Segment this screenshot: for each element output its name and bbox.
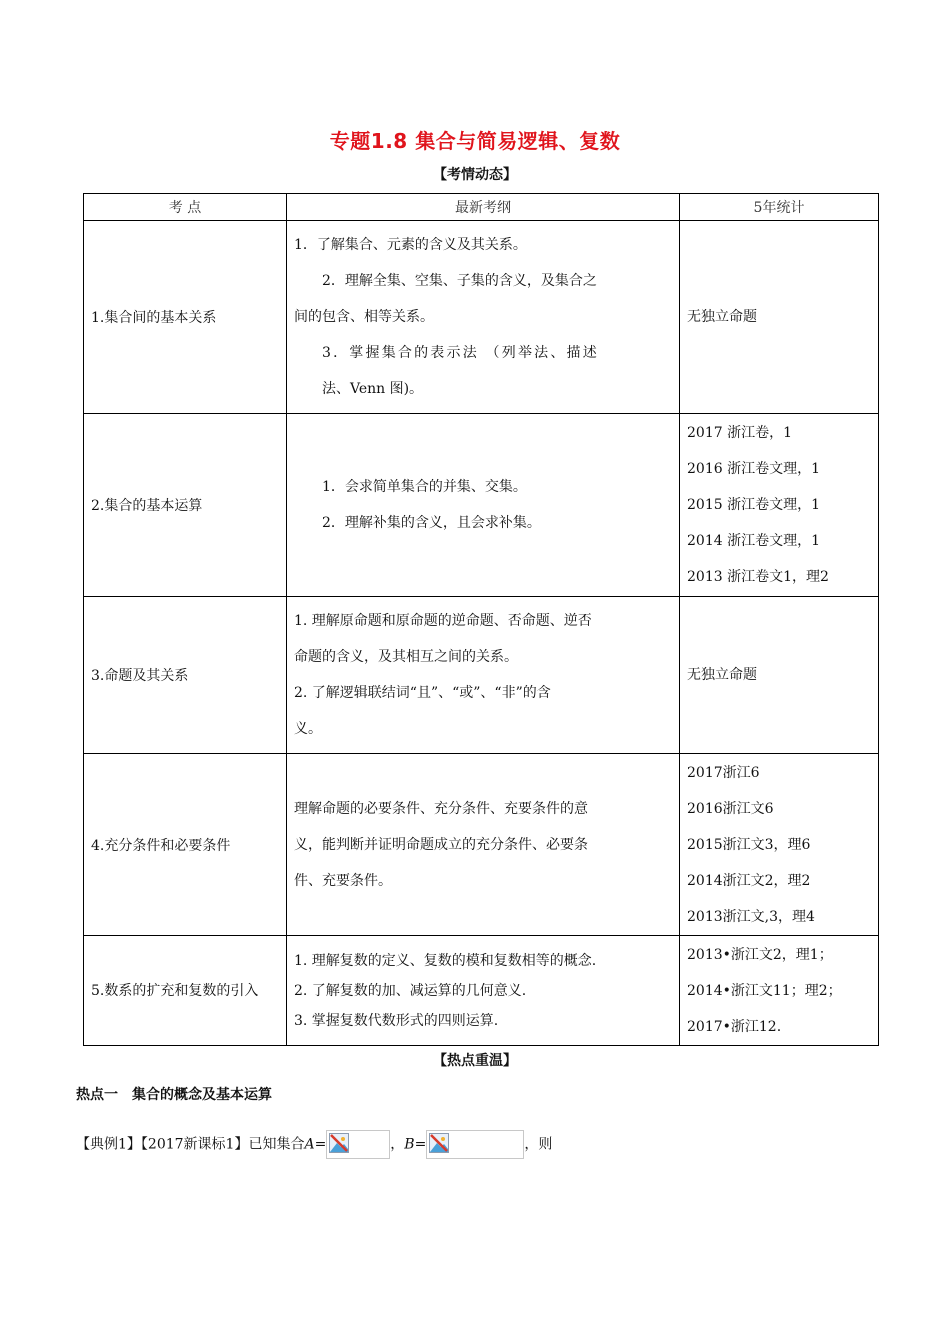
section-heading-hot: 【热点重温】 (433, 1053, 517, 1069)
broken-image-icon (326, 1130, 390, 1159)
requirement-line: 1．了解集合、元素的含义及其关系。 (294, 237, 527, 253)
requirement-cell (287, 597, 680, 754)
stats-line: 2017浙江6 (687, 764, 760, 781)
var-b: B= (404, 1136, 427, 1153)
requirement-line: 2. 了解复数的加、减运算的几何意义. (294, 982, 527, 999)
stats-cell (680, 754, 879, 936)
stats-line: 2013•浙江文2，理1； (687, 946, 833, 963)
stats-line: 无独立命题 (687, 309, 757, 325)
stats-line: 2016 浙江卷文理，1 (687, 461, 820, 477)
requirement-line: 2．理解全集、空集、子集的含义，及集合之 (322, 273, 597, 289)
hotspot-heading: 热点一 集合的概念及基本运算 (76, 1087, 272, 1103)
stats-line: 2013浙江文,3，理4 (687, 908, 815, 925)
requirement-line: 件、充要条件。 (294, 872, 392, 889)
stats-line: 2013 浙江卷文1，理2 (687, 569, 829, 585)
stats-cell (680, 597, 879, 754)
requirement-line: 3. 掌握复数代数形式的四则运算. (294, 1012, 499, 1029)
topic-cell: 3.命题及其关系 (84, 597, 287, 754)
requirement-line: 法、Venn 图)。 (322, 381, 424, 397)
stats-line: 2017•浙江12. (687, 1018, 782, 1035)
table-row (84, 221, 879, 414)
stats-line: 2015 浙江卷文理，1 (687, 497, 820, 513)
stats-line: 无独立命题 (687, 667, 757, 683)
requirement-line: 2．理解补集的含义，且会求补集。 (322, 515, 541, 531)
broken-image-icon (426, 1130, 524, 1159)
requirement-cell (287, 414, 680, 597)
stats-cell (680, 414, 879, 597)
requirement-line: 1. 理解原命题和原命题的逆命题、否命题、逆否 (294, 613, 592, 629)
topic-cell: 5.数系的扩充和复数的引入 (84, 936, 287, 1046)
table-row (84, 414, 879, 597)
header-requirements: 最新考纲 (287, 194, 680, 221)
requirement-line: 义。 (294, 721, 322, 737)
table-header-row (84, 194, 879, 221)
page-title: 专题1.8 集合与简易逻辑、复数 (329, 129, 621, 153)
table-row (84, 936, 879, 1046)
example-line (76, 1130, 552, 1159)
stats-line: 2016浙江文6 (687, 800, 774, 817)
requirement-line: 间的包含、相等关系。 (294, 309, 434, 325)
requirement-line: 2. 了解逻辑联结词“且”、“或”、“非”的含 (294, 685, 551, 701)
requirement-line: 1. 理解复数的定义、复数的模和复数相等的概念. (294, 952, 597, 969)
topic-cell: 1.集合间的基本关系 (84, 221, 287, 414)
topic-cell: 4.充分条件和必要条件 (84, 754, 287, 936)
requirement-line: 命题的含义，及其相互之间的关系。 (294, 649, 518, 665)
stats-line: 2014浙江文2，理2 (687, 872, 811, 889)
stats-line: 2017 浙江卷，1 (687, 425, 792, 441)
stats-line: 2014 浙江卷文理，1 (687, 533, 820, 549)
example-suffix: ，则 (524, 1136, 553, 1153)
stats-cell (680, 936, 879, 1046)
requirement-line: 1．会求简单集合的并集、交集。 (322, 479, 527, 495)
header-stats: 5年统计 (680, 194, 879, 221)
separator: ， (390, 1136, 405, 1153)
requirement-cell (287, 221, 680, 414)
var-a: A= (304, 1136, 327, 1153)
requirement-cell (287, 754, 680, 936)
stats-line: 2014•浙江文11；理2； (687, 982, 842, 999)
stats-line: 2015浙江文3，理6 (687, 836, 811, 853)
table-row (84, 754, 879, 936)
requirement-line: 义，能判断并证明命题成立的充分条件、必要条 (294, 836, 588, 853)
header-topic: 考 点 (84, 194, 287, 221)
example-prefix: 【典例1】【2017新课标1】已知集合 (76, 1136, 305, 1153)
syllabus-table (83, 193, 879, 1046)
topic-cell: 2.集合的基本运算 (84, 414, 287, 597)
table-row (84, 597, 879, 754)
requirement-cell (287, 936, 680, 1046)
requirement-line: 理解命题的必要条件、充分条件、充要条件的意 (294, 800, 588, 817)
requirement-line: 3．掌握集合的表示法 （列举法、描述 (322, 345, 599, 361)
stats-cell (680, 221, 879, 414)
section-heading-exam: 【考情动态】 (433, 167, 517, 183)
